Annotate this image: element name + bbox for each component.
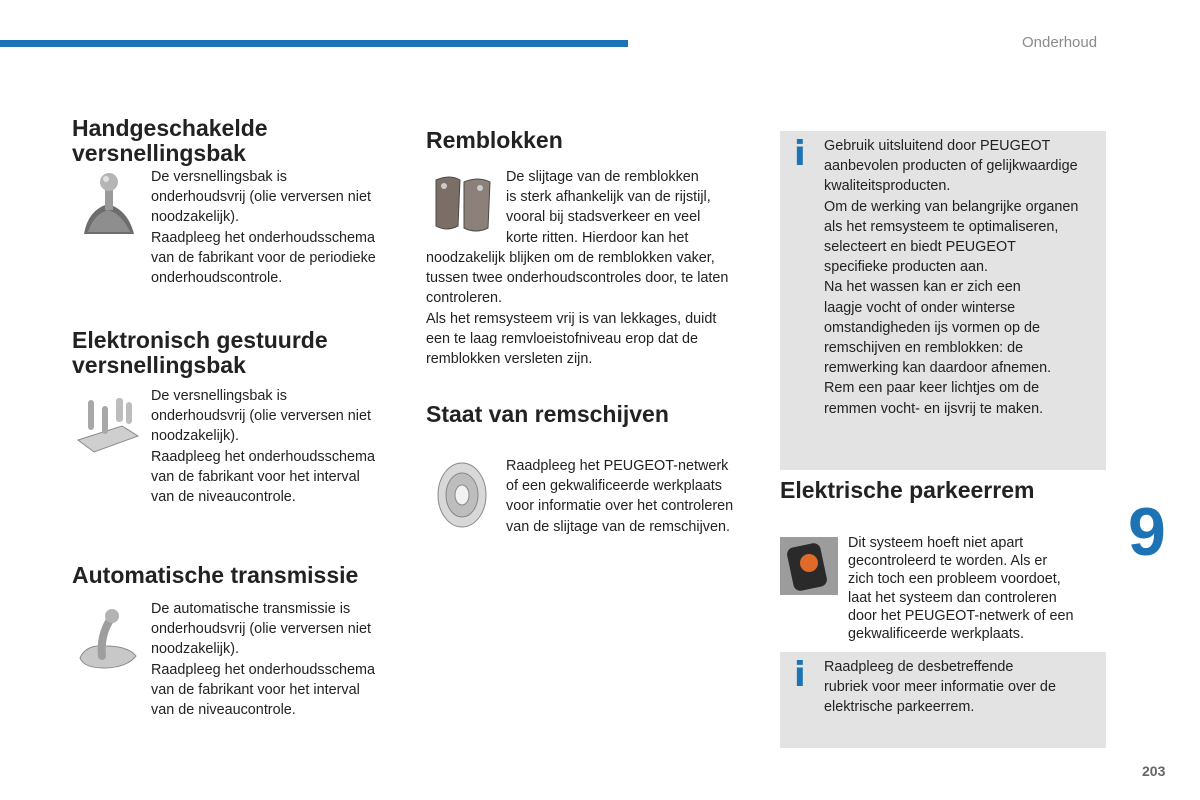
- electronic-gearbox-heading: Elektronisch gestuurde versnellingsbak: [72, 327, 328, 378]
- manual-gear-lever-icon: [78, 170, 140, 240]
- brake-pads-text: noodzakelijk blijken om de remblokken vaker, tussen twee onderhoudscontroles door, te laten controleren. Als het remsysteem vrij is van lekkages, duidt een te laag remvloeistofniveau erop dat de remblokken versleten zijn.: [426, 250, 729, 368]
- info-box-products: [780, 131, 1106, 470]
- info-icon: i: [794, 134, 806, 174]
- electronic-gearbox-text: De versnellingsbak is onderhoudsvrij (olie verversen niet noodzakelijk). Raadpleeg het onderhoudsschema van de fabrikant voor het interval van de niveaucontrole.: [151, 388, 376, 506]
- brake-pads-icon: [430, 170, 498, 238]
- manual-gearbox-heading: Handgeschakelde versnellingsbak: [72, 115, 268, 166]
- brake-discs-text: Raadpleeg het PEUGEOT-netwerk of een gekwalificeerde werkplaats voor informatie over het controleren van de slijtage van de remschijven.: [506, 458, 734, 535]
- page-number: 203: [1142, 763, 1166, 779]
- manual-gearbox-text: De versnellingsbak is onderhoudsvrij (olie verversen niet noodzakelijk). Raadpleeg het onderhoudsschema van de fabrikant voor de periodieke onderhoudscontrole.: [151, 169, 376, 287]
- automatic-gear-selector-icon: [76, 606, 140, 670]
- info-box-products-text: Gebruik uitsluitend door PEUGEOT aanbevolen producten of gelijkwaardige kwaliteitsproducten. Om de werking van belangrijke organen als het remsysteem te optimaliseren, selecteert en biedt PEUGEOT specifieke producten aan. Na het wassen kan er zich een laagje vocht of onder winterse omstandigheden ijs vormen op de remschijven en remblokken: de remwerking kan daardoor afnemen. Rem een paar keer lichtjes om de remmen vocht- en ijsvrij te maken.: [824, 138, 1079, 417]
- header-accent-bar: [0, 40, 628, 47]
- brake-pads-heading: Remblokken: [426, 127, 563, 153]
- chapter-number: 9: [1128, 494, 1166, 570]
- parking-brake-switch-icon: [780, 537, 838, 595]
- brake-discs-heading: Staat van remschijven: [426, 401, 669, 427]
- brake-pads-intro-text: De slijtage van de remblokken is sterk afhankelijk van de rijstijl, vooral bij stadsverkeer en veel korte ritten. Hierdoor kan het: [506, 169, 711, 246]
- parking-brake-heading: Elektrische parkeerrem: [780, 477, 1035, 503]
- automatic-transmission-heading: Automatische transmissie: [72, 562, 359, 588]
- electronic-gear-selector-icon: [74, 392, 142, 456]
- automatic-transmission-text: De automatische transmissie is onderhoudsvrij (olie verversen niet noodzakelijk). Raadpleeg het onderhoudsschema van de fabrikant voor het interval van de niveaucontrole.: [151, 601, 376, 719]
- info-icon: i: [794, 655, 806, 695]
- info-box-parking-brake: [780, 652, 1106, 748]
- brake-disc-icon: [432, 460, 492, 530]
- info-box-parking-brake-text: Raadpleeg de desbetreffende rubriek voor meer informatie over de elektrische parkeerrem.: [824, 659, 1056, 716]
- section-title: Onderhoud: [1022, 34, 1098, 51]
- parking-brake-text: Dit systeem hoeft niet apart gecontroleerd te worden. Als er zich toch een probleem voordoet, laat het systeem dan controleren door het PEUGEOT-netwerk of een gekwalificeerde werkplaats.: [848, 535, 1074, 643]
